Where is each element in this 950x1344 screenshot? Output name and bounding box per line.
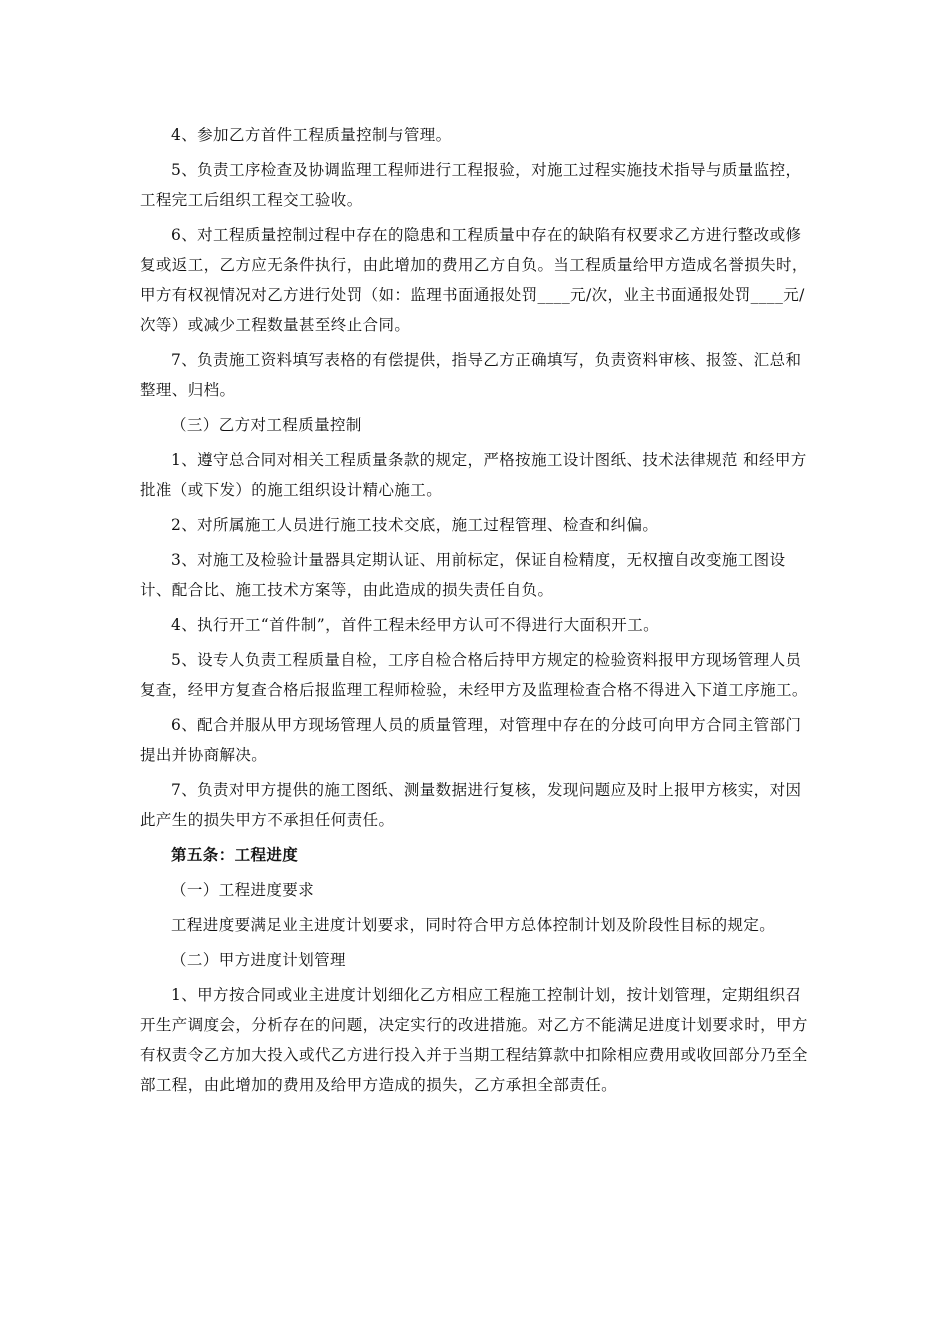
paragraph-b-item-7: 7、负责对甲方提供的施工图纸、测量数据进行复核，发现问题应及时上报甲方核实，对因此产生的损失甲方不承担任何责任。 [140, 781, 802, 829]
paragraph-b-item-6: 6、配合并服从甲方现场管理人员的质量管理，对管理中存在的分歧可向甲方合同主管部门提出并协商解决。 [140, 716, 802, 764]
paragraph-item-7-documents: 7、负责施工资料填写表格的有偿提供，指导乙方正确填写，负责资料审核、报签、汇总和整理、归档。 [140, 351, 802, 399]
paragraph-schedule-requirements: 工程进度要满足业主进度计划要求，同时符合甲方总体控制计划及阶段性目标的规定。 [171, 916, 776, 934]
paragraph-item-5-process-inspection: 5、负责工序检查及协调监理工程师进行工程报验，对施工过程实施技术指导与质量监控，工程完工后组织工程交工验收。 [140, 161, 802, 209]
paragraph-b-item-5: 5、设专人负责工程质量自检，工序自检合格后持甲方规定的检验资料报甲方现场管理人员复查，经甲方复查合格后报监理工程师检验，未经甲方及监理检查合格不得进入下道工序施工。 [140, 651, 808, 699]
paragraph-b-item-4: 4、执行开工“首件制”，首件工程未经甲方认可不得进行大面积开工。 [171, 616, 660, 634]
paragraph-b-item-3: 3、对施工及检验计量器具定期认证、用前标定，保证自检精度，无权擅自改变施工图设计、配合比、施工技术方案等，由此造成的损失责任自负。 [140, 551, 786, 599]
subsection-title-party-a-schedule: （二）甲方进度计划管理 [171, 951, 346, 969]
paragraph-party-a-schedule-item-1: 1、甲方按合同或业主进度计划细化乙方相应工程施工控制计划，按计划管理，定期组织召开生产调度会，分析存在的问题，决定实行的改进措施。对乙方不能满足进度计划要求时，甲方有权责令乙方加大投入或代乙方进行投入并于当期工程结算款中扣除相应费用或收回部分乃至全部工程，由此增加的费用及给甲方造成的损失，乙方承担全部责任。 [140, 986, 808, 1094]
paragraph-b-item-2: 2、对所属施工人员进行施工技术交底，施工过程管理、检查和纠偏。 [171, 516, 659, 534]
subsection-title-party-b-quality: （三）乙方对工程质量控制 [171, 416, 362, 434]
article-heading-schedule: 第五条：工程进度 [171, 846, 299, 864]
document-page [140, 120, 812, 1105]
paragraph-item-6-quality-defects: 6、对工程质量控制过程中存在的隐患和工程质量中存在的缺陷有权要求乙方进行整改或修复或返工，乙方应无条件执行，由此增加的费用乙方自负。当工程质量给甲方造成名誉损失时，甲方有权视情况对乙方进行处罚（如：监理书面通报处罚____元/次，业主书面通报处罚____元/次等）或减少工程数量甚至终止合同。 [140, 226, 808, 334]
paragraph-item-4-first-piece: 4、参加乙方首件工程质量控制与管理。 [171, 126, 452, 144]
subsection-title-schedule-requirements: （一）工程进度要求 [171, 881, 315, 899]
paragraph-b-item-1: 1、遵守总合同对相关工程质量条款的规定，严格按施工设计图纸、技术法律规范 和经甲方批准（或下发）的施工组织设计精心施工。 [140, 451, 807, 499]
